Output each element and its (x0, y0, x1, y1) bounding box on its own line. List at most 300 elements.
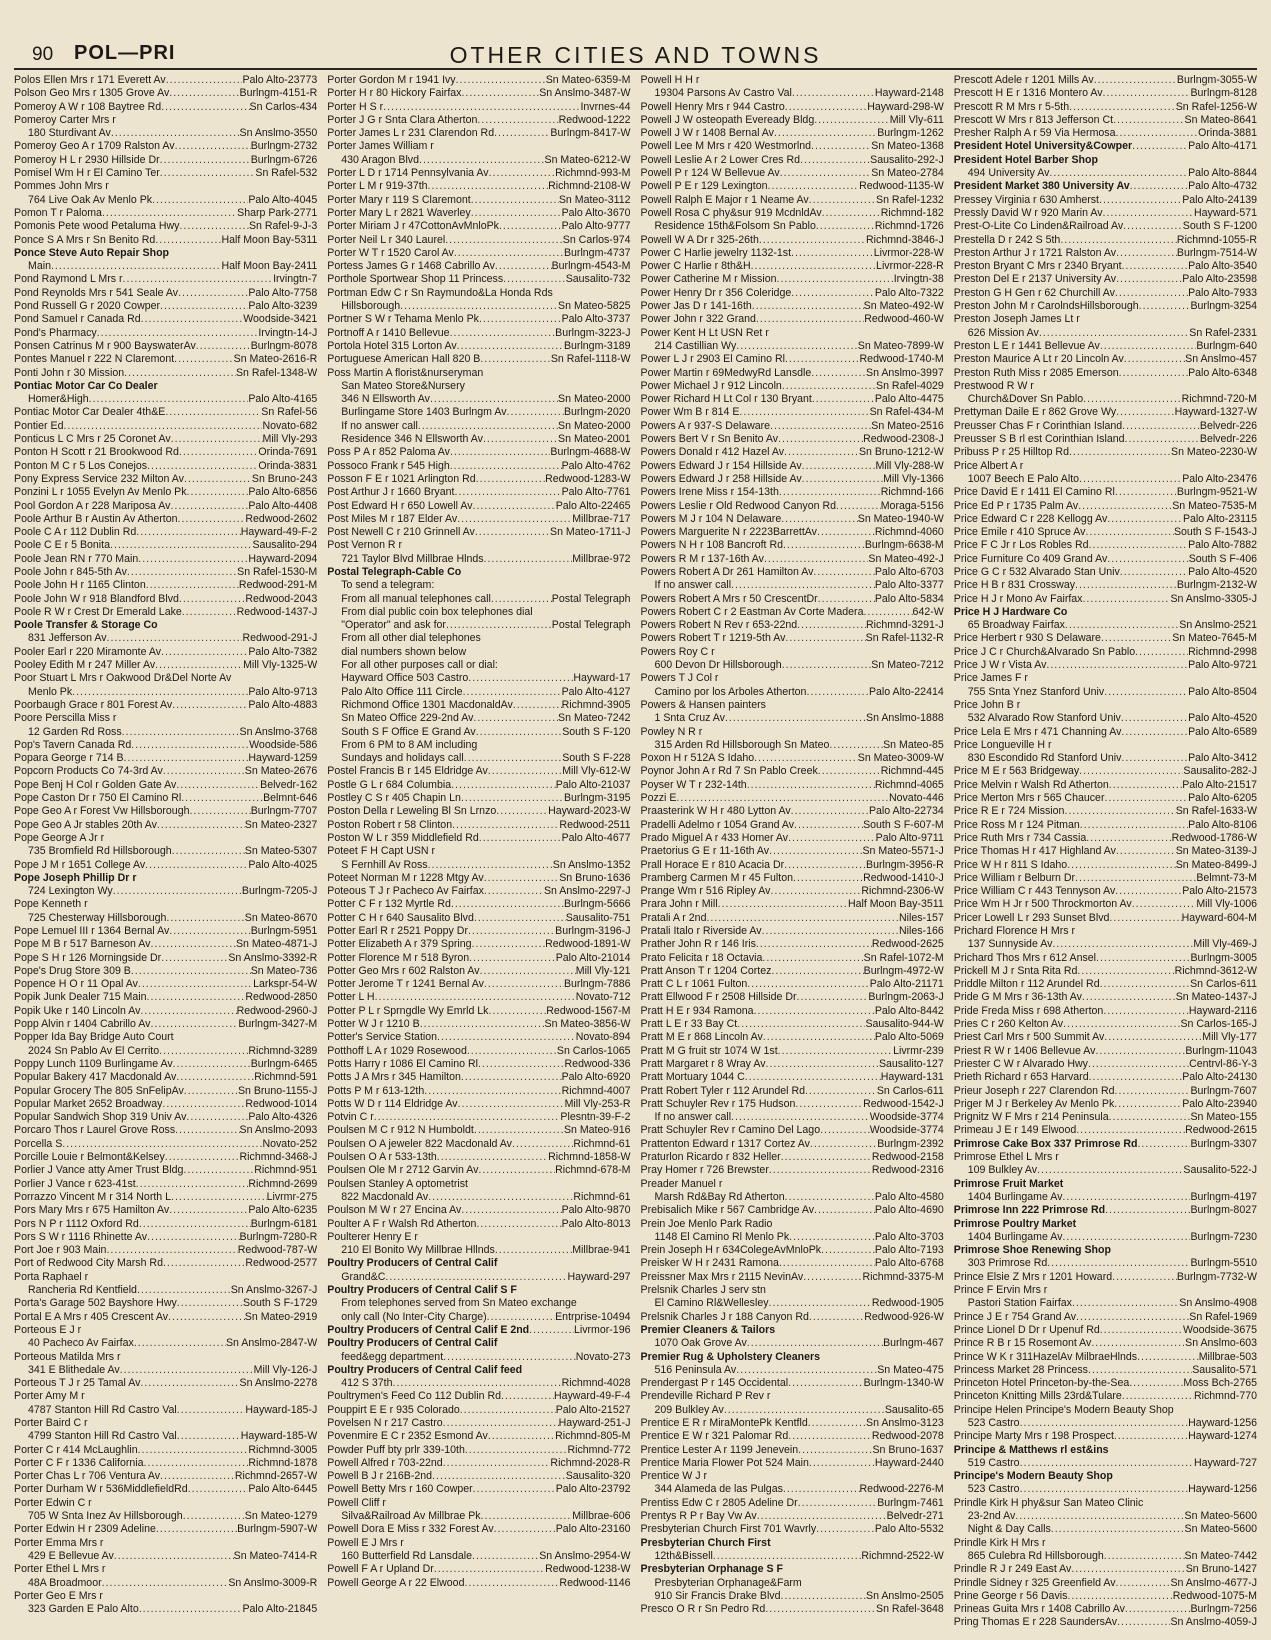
listing-entry (14, 154, 317, 167)
listing-phone: Palo Alto-4520 (1188, 712, 1257, 725)
listing-phone: Palo Alto-22734 (868, 805, 944, 818)
listing-phone: Richmnd-2028-R (550, 1456, 631, 1469)
listing-phone: Sn Anslmo-457 (1185, 353, 1257, 366)
listing-name: Pratt Mortuary 1044 C (640, 1071, 745, 1084)
listing-name: Presbyterian Church First (640, 1536, 771, 1549)
listing-phone: Sn Anslmo-2954-W (539, 1549, 631, 1562)
listing-phone: Hayward-1256 (1188, 1416, 1257, 1429)
listing-name: Powers Roy C r (640, 645, 715, 658)
listing-entry (954, 553, 1257, 566)
dot-leader (713, 1550, 862, 1563)
listing-name: Rancheria Rd Kentfield (28, 1284, 137, 1297)
listing-name: Pratt Ellwood F r 2508 Hillside Dr (640, 991, 797, 1004)
listing-continuation (641, 579, 944, 592)
listing-entry (641, 1497, 944, 1510)
listing-name: Porcella S (14, 1137, 63, 1150)
listing-phone: Richmnd-2108-W (548, 180, 631, 193)
dot-leader (1094, 74, 1177, 87)
listing-name: Prettyman Daile E r 862 Grove Wy (953, 406, 1117, 419)
listing-phone: Novato-712 (575, 991, 631, 1004)
listing-entry (14, 819, 317, 832)
dot-leader (814, 114, 890, 127)
listing-name: Prince Elsie Z Mrs r 1201 Howard (953, 1270, 1113, 1283)
listing-continuation (327, 1297, 630, 1310)
listing-phone: Sn Mateo-7899-W (857, 339, 944, 352)
listing-continuation (327, 1351, 630, 1364)
listing-phone: Burlngm-4151-R (239, 87, 318, 100)
listing-phone: Palo Alto-4520 (1188, 565, 1257, 578)
listing-name: Powell B J r 216B-2nd (327, 1470, 433, 1483)
dot-leader (1088, 1364, 1192, 1377)
dot-leader (457, 513, 572, 526)
listing-entry (327, 127, 630, 140)
listing-name: Power C Harlie jewelry 1132-1st (640, 246, 792, 259)
listing-continuation (954, 686, 1257, 699)
listing-phone: South S F-607-M (863, 818, 944, 831)
dot-leader (420, 1018, 545, 1031)
listing-phone: Palo Alto-6445 (248, 1483, 318, 1496)
dot-leader (751, 260, 876, 273)
listing-entry (327, 539, 630, 552)
listing-entry (641, 1071, 944, 1084)
dot-leader (813, 566, 874, 579)
listing-phone: Palo Alto-4883 (248, 698, 318, 711)
listing-column-4 (954, 74, 1257, 1630)
listing-name: Prendeville Richard P Rev r (640, 1390, 771, 1403)
listing-name: Pribuss P r 25 Hilltop Rd (953, 446, 1069, 459)
dot-leader (1078, 500, 1172, 513)
listing-phone: 642-W (912, 605, 944, 618)
listing-name: Pope Benj H Col r Golden Gate Av (14, 778, 177, 791)
listing-phone: Palo Alto-23598 (1182, 273, 1257, 286)
dot-leader (476, 1218, 561, 1231)
listing-phone: Sausalito-732 (565, 273, 631, 286)
listing-name: Price John B r (953, 698, 1021, 711)
dot-leader (152, 194, 248, 207)
listing-phone: Burlngm-2392 (877, 1137, 944, 1150)
listing-phone: Burlngm-7280-R (239, 1230, 318, 1243)
listing-name: Price Albert A r (953, 459, 1024, 472)
listing-continuation (327, 1271, 630, 1284)
dot-leader (1015, 1510, 1184, 1523)
listing-entry (954, 1111, 1257, 1124)
listing-entry (14, 247, 317, 260)
listing-phone: Mill Vly-612-W (562, 765, 631, 778)
listing-phone: Sn Mateo-3009-W (857, 752, 944, 765)
dot-leader (802, 460, 876, 473)
listing-entry (14, 659, 317, 672)
listing-entry (641, 140, 944, 153)
listing-phone: Sn Mateo-7535-M (1172, 499, 1257, 512)
listing-phone: Richmnd-591 (254, 1071, 318, 1084)
listing-entry (954, 765, 1257, 778)
listing-name: Price M E r 563 Bridgeway (953, 765, 1080, 778)
listing-entry (641, 872, 944, 885)
dot-leader (783, 1483, 860, 1496)
dot-leader (445, 234, 563, 247)
listing-entry (641, 393, 944, 406)
dot-leader (374, 1111, 561, 1124)
listing-name: Poss P A r 852 Paloma Av (327, 446, 450, 459)
listing-name: Prince Lionel D Dr r Upenuf Rd (953, 1323, 1100, 1336)
listing-entry (641, 1244, 944, 1257)
listing-phone: Burlngm-4737 (563, 246, 631, 259)
listing-phone: Richmnd-3375-M (862, 1270, 944, 1283)
listing-name: 523 Castro (967, 1483, 1020, 1496)
listing-phone: Burlngm-11043 (1185, 1044, 1257, 1057)
listing-name: Price Merton Mrs r 565 Chaucer (953, 792, 1105, 805)
listing-entry (327, 1231, 630, 1244)
listing-name: Popcorn Products Co 74-3rd Av (14, 765, 163, 778)
listing-continuation (14, 1045, 317, 1058)
listing-name: Powers Edward J r 154 Hillside Av (640, 459, 802, 472)
dot-leader (461, 1204, 561, 1217)
listing-entry (327, 367, 630, 380)
listing-entry (327, 885, 630, 898)
listing-continuation (14, 1603, 317, 1616)
listing-phone: Burlngm-5666 (563, 898, 631, 911)
listing-name: Prentys R P r Bay Vw Av (640, 1510, 757, 1523)
listing-name: If no answer call (341, 419, 418, 432)
listing-entry (641, 991, 944, 1004)
listing-phone: Richmnd-678-M (555, 1164, 631, 1177)
listing-entry (954, 87, 1257, 100)
dot-leader (140, 1005, 236, 1018)
dot-leader (443, 1417, 559, 1430)
listing-entry (14, 420, 317, 433)
listing-phone: Sn Carlos-974 (562, 233, 631, 246)
dot-leader (795, 1098, 863, 1111)
listing-name: Posson F E r 1021 Arlington Rd (327, 472, 476, 485)
listing-entry (641, 1351, 944, 1364)
listing-entry (954, 1271, 1257, 1284)
listing-name: Popper Ida Bay Bridge Auto Court (14, 1031, 174, 1044)
listing-phone: Sn Anslmo-3267-J (230, 1284, 318, 1297)
listing-entry (327, 87, 630, 100)
dot-leader (718, 898, 848, 911)
listing-phone: Sn Mateo-7242 (558, 712, 631, 725)
dot-leader (123, 273, 274, 286)
listing-phone: Sausalito-292-J (870, 153, 944, 166)
listing-phone: Entrprise-10494 (555, 1310, 631, 1323)
listing-entry (641, 260, 944, 273)
dot-leader (791, 247, 874, 260)
dot-leader (791, 287, 875, 300)
listing-phone: Burlngm-4972-W (863, 964, 944, 977)
dot-leader (1137, 1138, 1190, 1151)
listing-phone: Richmnd-1858-W (548, 1151, 631, 1164)
listing-name: Presbyterian Orphanage S F (640, 1563, 783, 1576)
listing-entry (641, 1377, 944, 1390)
listing-phone: Sn Mateo-7414-R (233, 1549, 318, 1562)
listing-entry (327, 180, 630, 193)
listing-name: Powell F A r Upland Dr (327, 1563, 434, 1576)
dot-leader (443, 1351, 576, 1364)
dot-leader (188, 1483, 249, 1496)
dot-leader (147, 1231, 239, 1244)
listing-entry (14, 74, 317, 87)
listing-continuation (327, 726, 630, 739)
listing-name: Prado Miguel A r 433 Homer Av (640, 831, 789, 844)
listing-name: Price Edward C r 228 Kellogg Av (953, 512, 1108, 525)
dot-leader (469, 952, 556, 965)
dot-leader (175, 140, 251, 153)
dot-leader (816, 220, 875, 233)
listing-entry (14, 313, 317, 326)
dot-leader (162, 1098, 245, 1111)
listing-entry (327, 1537, 630, 1550)
dot-leader (178, 287, 248, 300)
listing-name: Power Wm B r 814 E (640, 406, 740, 419)
listing-phone: Sn Carlos-611 (876, 1084, 944, 1097)
listing-phone: Burlngm-4197 (1190, 1190, 1257, 1203)
listing-name: Silva&Railroad Av Millbrae Pk (341, 1510, 481, 1523)
listing-name: Ponticus L C Mrs r 25 Coronet Av (14, 433, 171, 446)
listing-name: Powers M J r 104 N Delaware (640, 512, 782, 525)
listing-name: Preston G H Gen r 62 Churchill Av (953, 286, 1115, 299)
listing-phone: Hayward-185-W (240, 1430, 318, 1443)
listing-entry (641, 699, 944, 712)
listing-continuation (954, 619, 1257, 632)
listing-entry (14, 180, 317, 193)
listing-phone: Sn Mateo-2516 (871, 419, 944, 432)
listing-entry (327, 1085, 630, 1098)
dot-leader (97, 327, 259, 340)
listing-name: Poultry Producers of Central Calif feed (327, 1363, 523, 1376)
listing-phone: South S F-1200 (1182, 220, 1257, 233)
listing-entry (641, 500, 944, 513)
listing-entry (641, 526, 944, 539)
listing-phone: Irvingtn-7 (273, 273, 318, 286)
listing-name: 160 Butterfield Rd Lansdale (341, 1549, 472, 1562)
dot-leader (177, 1430, 241, 1443)
dot-leader (785, 101, 867, 114)
listing-phone: Burlngm-1340-W (863, 1377, 944, 1390)
listing-phone: Burlngm-7256 (1190, 1603, 1257, 1616)
dot-leader (161, 646, 248, 659)
listing-name: Price Herbert r 930 S Delaware (953, 632, 1101, 645)
listing-phone: Burlngm-8078 (250, 339, 318, 352)
listing-entry (954, 313, 1257, 326)
dot-leader (745, 1071, 881, 1084)
dot-leader (471, 194, 559, 207)
dot-leader (480, 353, 550, 366)
listing-name: Poppy Lunch 1109 Burlingame Av (14, 1057, 173, 1070)
dot-leader (1052, 938, 1193, 951)
dot-leader (1120, 566, 1188, 579)
dot-leader (797, 991, 869, 1004)
listing-entry (954, 1138, 1257, 1151)
listing-name: "Operator" and ask for (341, 619, 446, 632)
dot-leader (1089, 1071, 1183, 1084)
dot-leader (1060, 234, 1177, 247)
listing-name: Poore Perscilla Miss r (14, 712, 117, 725)
listing-name: Powell Ralph E Major r 1 Neame Av (640, 193, 809, 206)
listing-phone: Palo Alto-6920 (561, 1071, 631, 1084)
listing-name: Preston Maurice A Lt r 20 Lincoln Av (953, 353, 1124, 366)
dot-leader (102, 1577, 229, 1590)
listing-entry (641, 101, 944, 114)
listing-phone: Livrmor-196 (573, 1323, 631, 1336)
listing-phone: Palo Alto-8844 (1188, 167, 1257, 180)
dot-leader (774, 127, 877, 140)
listing-name: Powers Bert V r Sn Benito Av (640, 433, 779, 446)
listing-entry (14, 1497, 317, 1510)
listing-phone: Richmnd-2699 (248, 1177, 318, 1190)
listing-entry (641, 313, 944, 326)
listing-phone: Sn Carlos-165-J (1180, 1018, 1257, 1031)
listing-entry (14, 593, 317, 606)
listing-name: Potter Jerome T r 1241 Bernal Av (327, 978, 484, 991)
listing-phone: Palo Alto-7322 (874, 286, 944, 299)
listing-name: Poulsen Ole M r 2712 Garvin Av (327, 1164, 479, 1177)
listing-name: Porter Baird C r (14, 1416, 88, 1429)
listing-phone: Sn Mateo-1437-J (1175, 991, 1257, 1004)
listing-entry (954, 287, 1257, 300)
dot-leader (765, 1603, 876, 1616)
listing-name: Price James F r (953, 672, 1028, 685)
section-title: OTHER CITIES AND TOWNS (449, 42, 822, 68)
listing-phone: Sn Anslmo-2297-J (543, 885, 631, 898)
listing-entry (641, 207, 944, 220)
listing-phone: Redwood-2276-M (859, 1483, 944, 1496)
listing-entry (327, 991, 630, 1004)
listing-name: Poss Martin A florist&nurseryman (327, 366, 484, 379)
listing-name: Pond Raymond L Mrs r (14, 273, 123, 286)
listing-phone: Redwood-2602 (245, 512, 318, 525)
listing-phone: Richmnd-4065 (874, 778, 944, 791)
listing-entry (641, 353, 944, 366)
dot-leader (183, 1164, 254, 1177)
dot-leader (179, 220, 248, 233)
listing-phone: Niles-157 (899, 911, 944, 924)
listing-name: Porlier J Vance atty Amer Trust Bldg (14, 1164, 184, 1177)
listing-entry (14, 1085, 317, 1098)
listing-name: Pratt Anson T r 1204 Cortez (640, 964, 772, 977)
dot-leader (161, 952, 228, 965)
dot-leader (51, 260, 221, 273)
listing-entry (14, 1523, 317, 1536)
listing-name: Primrose Cake Box 337 Primrose Rd (953, 1137, 1138, 1150)
listing-name: Night & Day Calls (967, 1523, 1051, 1536)
listing-continuation (327, 553, 630, 566)
dot-leader (468, 925, 555, 938)
dot-leader (788, 1430, 872, 1443)
listing-name: Menlo Pk (28, 685, 73, 698)
listing-name: Prince F Ervin Mrs r (953, 1284, 1048, 1297)
listing-name: Poole John r 845-5th Av (14, 565, 127, 578)
dot-leader (473, 1483, 556, 1496)
dot-leader (1104, 792, 1188, 805)
listing-name: Pratt C L r 1061 Fulton (640, 978, 748, 991)
listing-continuation (327, 619, 630, 632)
listing-name: Porta Raphael r (14, 1270, 89, 1283)
dot-leader (138, 978, 253, 991)
listing-phone: Novato-273 (575, 1350, 631, 1363)
dot-leader (1137, 1351, 1199, 1364)
dot-leader (791, 805, 869, 818)
listing-phone: Hayward-49-F-4 (553, 1390, 631, 1403)
listing-phone: Palo Alto-23940 (1182, 1097, 1257, 1110)
listing-entry (641, 1045, 944, 1058)
listing-entry (954, 406, 1257, 419)
listing-phone: Hayward-1327-W (1174, 406, 1257, 419)
listing-name: Powers N H r 108 Bancroft Rd (640, 539, 783, 552)
dot-leader (676, 792, 889, 805)
listing-name: Preston John M r CarolndsHillsborough (953, 300, 1139, 313)
listing-entry (954, 1031, 1257, 1044)
dot-leader (1089, 539, 1189, 552)
listing-entry (14, 699, 317, 712)
listing-phone: Palo Alto-4171 (1188, 140, 1257, 153)
listing-entry (327, 273, 630, 286)
listing-phone: Sn Bruno-1155-J (237, 1084, 318, 1097)
listing-name: Portman Edw C r Sn Raymundo&La Honda Rds (327, 286, 553, 299)
listing-entry (954, 1324, 1257, 1337)
listing-name: Powell H H r (640, 74, 700, 86)
listing-entry (14, 1351, 317, 1364)
listing-entry (641, 1271, 944, 1284)
listing-name: Preusser S B rl est Corinthian Island (953, 433, 1125, 446)
listing-name: 214 Castillian Wy (654, 339, 737, 352)
listing-name: 705 W Snta Inez Av Hillsborough (28, 1510, 183, 1523)
listing-continuation (14, 1550, 317, 1563)
listing-phone: Sharp Park-2771 (237, 206, 318, 219)
dot-leader (829, 739, 883, 752)
listing-entry (954, 1178, 1257, 1191)
listing-name: Prickell M J r Snta Rita Rd (953, 964, 1078, 977)
listing-phone: Palo Alto-3377 (874, 579, 944, 592)
listing-name: If no answer call (654, 579, 732, 592)
listing-phone: Mill Vly-177 (1202, 1031, 1257, 1044)
listing-phone: Redwood-1075-M (1172, 1589, 1257, 1602)
listing-name: Popence H O r 11 Opal Av (14, 978, 138, 991)
listing-name: Pope Geo A r Forest Vw Hillsborough (14, 805, 190, 818)
listing-phone: Burlngm-4688-W (550, 446, 631, 459)
listing-phone: Hayward-1256 (1188, 1483, 1257, 1496)
listing-continuation (641, 1297, 944, 1310)
listing-phone: Belvedr-271 (886, 1510, 944, 1523)
listing-name: Power Jas D r 141-16th (640, 300, 752, 313)
listing-phone: Sausalito-522-J (1183, 1164, 1257, 1177)
listing-name: Price William C r 443 Tennyson Av (953, 885, 1116, 898)
listing-phone: Sn Mateo-2919 (244, 1310, 318, 1323)
listing-name: Popik Junk Dealer 715 Main (14, 991, 147, 1004)
listing-phone: Sn Anslmo-3123 (866, 1416, 944, 1429)
listing-name: Price G C r 532 Alvarado Stan Univ (953, 565, 1120, 578)
listing-name: Possoco Frank r 545 High (327, 459, 450, 472)
dot-leader (1117, 1616, 1170, 1629)
listing-entry (14, 1244, 317, 1257)
dot-leader (1085, 526, 1174, 539)
listing-phone: Mill Vly-611 (889, 113, 944, 126)
listing-phone: Sn Rafel-1232 (876, 193, 944, 206)
dot-leader (731, 1111, 870, 1124)
listing-name: Powers Robert A Mrs r 50 CrescentDr (640, 592, 818, 605)
listing-name: Postel Francis B r 145 Eldridge Av (327, 765, 488, 778)
listing-entry (954, 539, 1257, 552)
listing-name: Pope M B r 517 Barneson Av (14, 938, 151, 951)
listing-entry (14, 207, 317, 220)
listing-continuation (954, 1550, 1257, 1563)
listing-phone: Mill Vly-126-J (253, 1363, 318, 1376)
listing-entry (641, 1284, 944, 1297)
listing-name: Pope Geo A Jr stables 20th Av (14, 818, 157, 831)
listing-name: Ponton H Scott r 21 Brookwood Rd (14, 446, 179, 459)
listing-phone: Burlngm-8027 (1190, 1204, 1257, 1217)
listing-entry (641, 247, 944, 260)
dot-leader (464, 752, 562, 765)
